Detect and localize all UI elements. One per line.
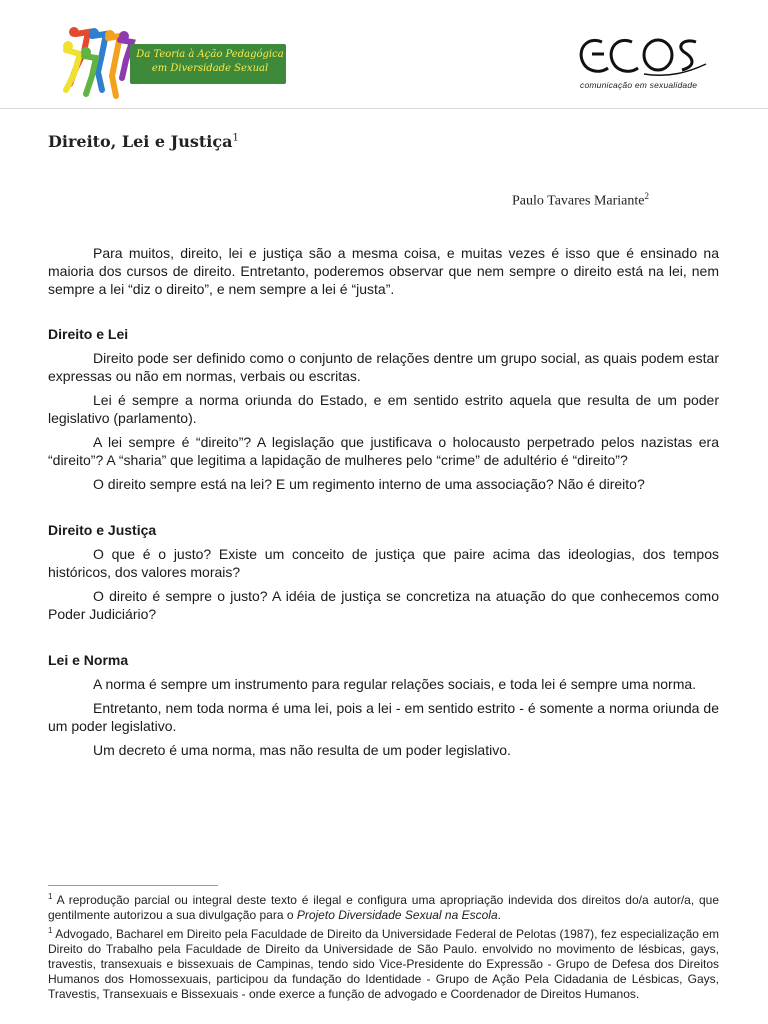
footnote-1-end: . xyxy=(497,908,501,922)
paragraph: O direito é sempre o justo? A idéia de justiça se concretiza na atuação do que conhecemos como Poder Judiciário? xyxy=(48,588,719,622)
ecos-wordmark-icon xyxy=(574,34,710,78)
paragraph: Entretanto, nem toda norma é uma lei, pois a lei - em sentido estrito - é somente a norma oriunda de um poder legislativo. xyxy=(48,700,719,734)
header-divider xyxy=(0,108,768,109)
ecos-logo xyxy=(574,34,714,94)
paragraph: Lei é sempre a norma oriunda do Estado, e em sentido estrito aquela que resulta de um poder legislativo (parlamento). xyxy=(48,392,719,426)
project-logo-banner xyxy=(130,44,286,84)
footnote-divider xyxy=(48,885,218,886)
author-footnote-mark: 2 xyxy=(644,191,649,201)
paragraph: O que é o justo? Existe um conceito de justiça que paire acima das ideologias, dos tempos históricos, dos valores morais? xyxy=(48,546,719,580)
footnote-2 xyxy=(48,923,719,1002)
title-footnote-mark: 1 xyxy=(232,132,239,144)
document-body xyxy=(48,244,719,765)
paragraph: Um decreto é uma norma, mas não resulta de um poder legislativo. xyxy=(93,742,511,758)
footnote-1-text: A reprodução parcial ou integral deste texto é ilegal e configura uma apropriação indevida dos direitos do/a autor/a, que gentilmente autorizou a sua divulgação para o xyxy=(48,893,719,922)
page-header xyxy=(0,0,768,110)
footnote-1-project-name: Projeto Diversidade Sexual na Escola xyxy=(296,908,498,922)
project-logo-text xyxy=(136,48,284,76)
footnotes xyxy=(48,885,719,1002)
footnote-1-mark: 1 xyxy=(48,892,53,901)
footnote-1 xyxy=(48,889,719,923)
paragraph: A norma é sempre um instrumento para regular relações sociais, e toda lei é sempre uma norma. xyxy=(93,676,697,692)
intro-paragraph: Para muitos, direito, lei e justiça são a mesma coisa, e muitas vezes é isso que é ensinado na maioria dos cursos de direito. Entretanto, poderemos observar que nem sempre o direito está na lei, nem sempre a lei “diz o direito”, e nem sempre a lei é “justa”. xyxy=(48,245,719,297)
author-name-text: Paulo Tavares Mariante xyxy=(512,193,645,209)
project-logo-line1: Da Teoria à Ação Pedagógica xyxy=(136,49,284,60)
section-heading-direito-e-lei: Direito e Lei xyxy=(48,326,129,342)
paragraph: A lei sempre é “direito”? A legislação que justificava o holocausto perpetrado pelos nazistas era “direito”? A “sharia” que legitima a lapidação de mulheres pelo “crime” de adultério é “direito”? xyxy=(48,434,719,468)
ecos-tagline: comunicação em sexualidade xyxy=(580,80,698,90)
section-heading-lei-e-norma: Lei e Norma xyxy=(48,652,129,668)
paragraph: Direito pode ser definido como o conjunto de relações dentre um grupo social, as quais podem estar expressas ou não em normas, verbais ou escritas. xyxy=(48,350,719,384)
document-title xyxy=(48,132,239,151)
footnote-2-mark: 1 xyxy=(48,926,53,935)
footnote-2-text: Advogado, Bacharel em Direito pela Faculdade de Direito da Universidade Federal de Pelotas (1987), fez especialização em Direito do Trabalho pela Faculdade de Direito da Universidade de São Paulo. envolvido no movimento de lésbicas, gays, travestis, transexuais e bissexuais de Campinas, tendo sido Vice-Presidente do Expressão - Grupo de Defesa dos Direitos Humanos dos Homossexuais, participou da fundação do Identidade - Grupo de Ação Pela Cidadania de Lésbicas, Gays, Travestis, Transexuais e Bissexuais - onde exerce a função de advogado e Coordenador de Direitos Humanos. xyxy=(48,927,720,1001)
author-name xyxy=(512,191,649,210)
paragraph: O direito sempre está na lei? E um regimento interno de uma associação? Não é direito? xyxy=(93,476,645,492)
project-logo xyxy=(62,24,286,104)
document-title-text: Direito, Lei e Justiça xyxy=(48,132,233,151)
section-heading-direito-e-justica: Direito e Justiça xyxy=(48,522,157,538)
project-logo-line2: em Diversidade Sexual xyxy=(151,63,269,74)
